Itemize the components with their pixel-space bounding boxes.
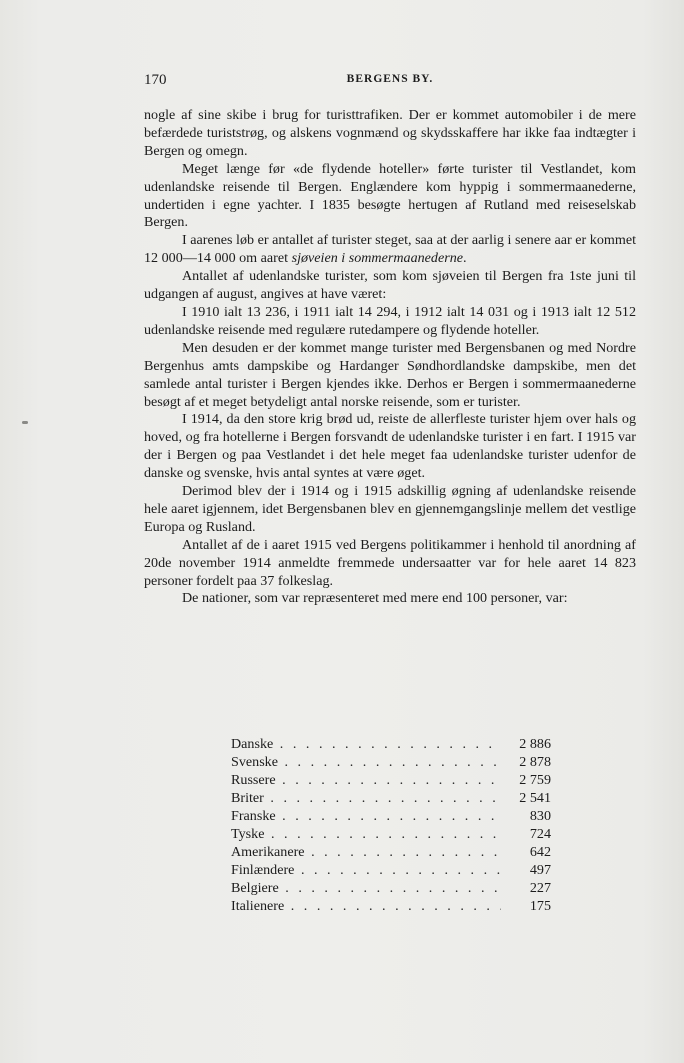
paragraph-text: I 1914, da den store krig brød ud, reiste de allerfleste turister hjem over hals og hoved, og fra hotellerne i Bergen forsvandt de udenlandske turister i en fart. I 1915 var der i Bergen og paa Vestlandet i det hele meget faa udenlandske turister udenfor de danske og svenske, hvis antal syntes at være øget. (144, 411, 636, 482)
nationality-name: Tyske . . . (231, 825, 501, 843)
italic-text: sjøveien i sommermaanederne (291, 250, 464, 267)
table-row (231, 897, 551, 915)
nationality-count: 227 (529, 880, 551, 896)
nationality-count: 2 541 (519, 790, 551, 806)
table-row (231, 735, 551, 753)
table-row (231, 789, 551, 807)
page-header (144, 72, 636, 92)
nationality-count: 497 (529, 862, 551, 878)
table-row (231, 879, 551, 897)
nationality-name: Svenske . . . (231, 753, 501, 771)
nationality-name: Finlændere . . . (231, 861, 501, 879)
nationality-count: 2 886 (519, 736, 551, 752)
paragraph-text: Meget længe før «de flydende hoteller» førte turister til Vestlandet, kom udenlandske reisende til Bergen. Englændere kom hyppig i sommermaanederne, undertiden i egne yachter. I 1835 besøgte hertugen af Rutland med reiseselskab Bergen. (144, 160, 636, 231)
nationality-table (231, 735, 551, 915)
nationality-count: 2 759 (519, 772, 551, 788)
nationality-count: 724 (529, 826, 551, 842)
nationality-name: Danske . . . (231, 735, 501, 753)
table-row (231, 861, 551, 879)
nationality-name: Belgiere . . . (231, 879, 501, 897)
body-text (144, 107, 636, 608)
nationality-count: 2 878 (519, 754, 551, 770)
paragraph (144, 161, 636, 233)
paragraph (144, 304, 636, 340)
table-row (231, 771, 551, 789)
paragraph (144, 483, 636, 537)
nationality-name: Russere . . . (231, 771, 501, 789)
table-row (231, 843, 551, 861)
paragraph-text: I 1910 ialt 13 236, i 1911 ialt 14 294, i 1912 ialt 14 031 og i 1913 ialt 12 512 udenlandske reisende med regulære rutedampere og flydende hoteller. (144, 303, 636, 338)
nationality-name: Amerikanere . . . (231, 843, 501, 861)
table-row (231, 753, 551, 771)
running-head: BERGENS BY. (346, 73, 434, 85)
paragraph (144, 411, 636, 483)
paragraph (144, 107, 636, 161)
nationality-name: Franske . . . (231, 807, 501, 825)
paragraph-text: I aarenes løb er antallet af turister steget, saa at der aarlig i senere aar er kommet 12 000—14 000 om aaret (144, 232, 636, 267)
page-number: 170 (144, 72, 167, 88)
paragraph-text: Derimod blev der i 1914 og i 1915 adskillig øgning af udenlandske reisende hele aaret igjennem, idet Bergensbanen blev en gjennemgangslinje mellem det vestlige Europa og Rusland. (144, 483, 636, 535)
paragraph-text: De nationer, som var repræsenteret med mere end 100 personer, var: (182, 590, 568, 607)
nationality-count: 175 (529, 898, 551, 914)
paragraph-text: nogle af sine skibe i brug for turisttrafiken. Der er kommet automobiler i de mere befærdede turiststrøg, og alskens vognmænd og skydsskaffere har ikke faa indtægter i Bergen og omegn. (144, 107, 636, 159)
paragraph (144, 590, 636, 608)
paragraph (144, 268, 636, 304)
nationality-count: 830 (529, 808, 551, 824)
table-row (231, 807, 551, 825)
paragraph-text: Antallet af udenlandske turister, som kom sjøveien til Bergen fra 1ste juni til udgangen af august, angives at have været: (144, 268, 636, 303)
nationality-name: Italienere . . . (231, 897, 501, 915)
paragraph (144, 340, 636, 412)
paragraph-text: . (463, 250, 467, 267)
nationality-name: Briter . . . (231, 789, 501, 807)
margin-mark (22, 421, 28, 424)
paragraph-text: Men desuden er der kommet mange turister med Bergensbanen og med Nordre Bergenhus amts dampskibe og Hardanger Søndhordlandske dampskibe, men det samlede antal turister i Bergen kjendes ikke. Derhos er Bergen i sommermaanederne besøgt af et meget betydeligt antal norske reisende, som er turister. (144, 339, 636, 410)
nationality-count: 642 (529, 844, 551, 860)
paragraph (144, 232, 636, 268)
paragraph-text: Antallet af de i aaret 1915 ved Bergens politikammer i henhold til anordning af 20de november 1914 anmeldte fremmede undersaatter var for hele aaret 14 823 personer fordelt paa 37 folkeslag. (144, 536, 636, 589)
paragraph (144, 537, 636, 591)
table-row (231, 825, 551, 843)
